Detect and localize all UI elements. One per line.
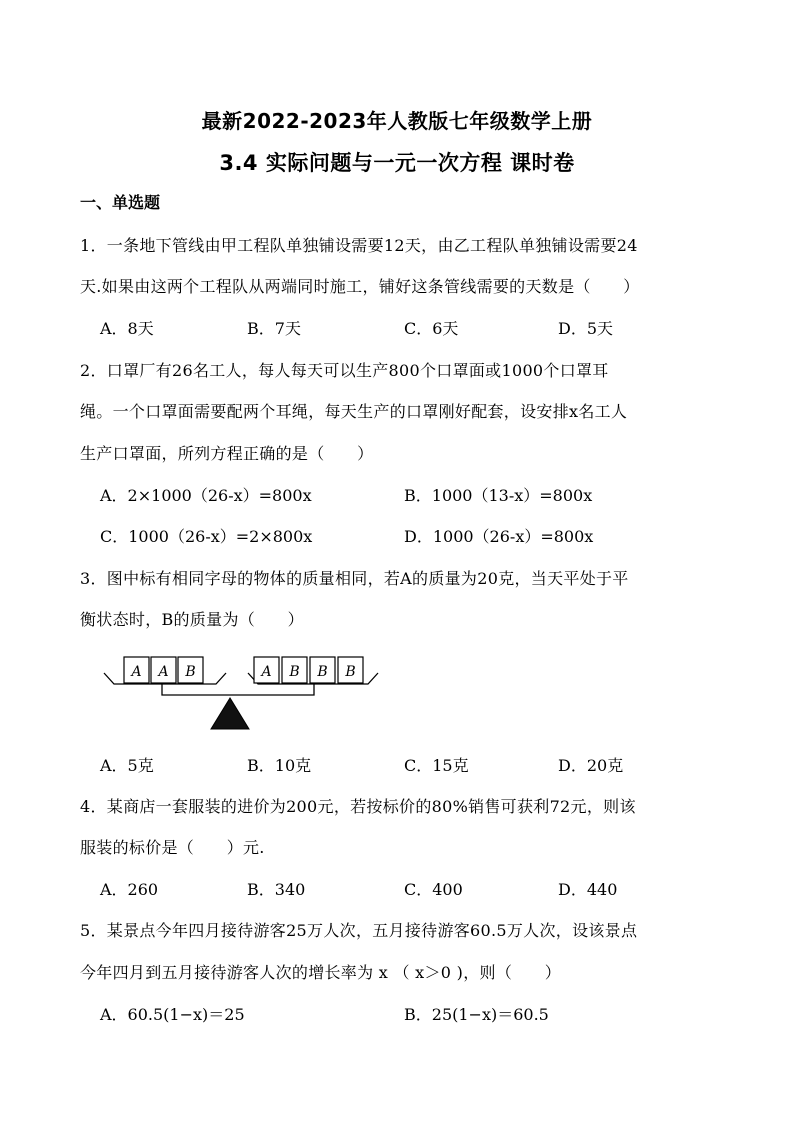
question-2-option-b: B．1000（13-x）=800x [404, 486, 593, 505]
question-2-option-d: D．1000（26-x）=800x [404, 527, 594, 546]
question-1-line-2: 天.如果由这两个工程队从两端同时施工，铺好这条管线需要的天数是（ ） [80, 277, 640, 296]
left-blocks [124, 657, 203, 683]
question-2-option-c: C．1000（26-x）=2×800x [100, 527, 313, 546]
question-3-line-1: 3．图中标有相同字母的物体的质量相同，若A的质量为20克，当天平处于平 [80, 569, 629, 588]
left-block-label: A [158, 664, 169, 680]
question-4-option-d: D．440 [558, 880, 618, 899]
question-4-option-a: A．260 [100, 880, 159, 899]
question-1-option-b: B．7天 [247, 319, 301, 338]
left-block-label: A [131, 664, 142, 680]
right-block-label: B [345, 664, 356, 680]
right-blocks [254, 657, 363, 683]
left-block-label: B [185, 664, 196, 680]
question-5-line-2: 今年四月到五月接待游客人次的增长率为 x （ x＞0 )，则（ ） [80, 963, 562, 982]
question-1-option-a: A．8天 [100, 319, 154, 338]
right-block-label: B [289, 664, 300, 680]
question-5-option-b: B．25(1−x)＝60.5 [404, 1005, 549, 1024]
balance-scale-figure [100, 648, 390, 736]
question-4-option-c: C．400 [404, 880, 463, 899]
document-subtitle: 3.4 实际问题与一元一次方程 课时卷 [219, 151, 575, 175]
question-5-option-a: A．60.5(1−x)＝25 [100, 1005, 245, 1024]
question-1-line-1: 1．一条地下管线由甲工程队单独铺设需要12天，由乙工程队单独铺设需要24 [80, 236, 638, 255]
question-3-option-b: B．10克 [247, 756, 312, 775]
section-heading: 一、单选题 [80, 193, 161, 212]
question-1-option-d: D．5天 [558, 319, 614, 338]
question-2-line-3: 生产口罩面，所列方程正确的是（ ） [80, 444, 374, 463]
question-3-option-c: C．15克 [404, 756, 469, 775]
fulcrum-triangle [211, 698, 249, 729]
question-3-line-2: 衡状态时，B的质量为（ ） [80, 610, 304, 629]
question-4-line-2: 服装的标价是（ ）元. [80, 838, 265, 857]
document-title: 最新2022-2023年人教版七年级数学上册 [201, 109, 593, 133]
question-3-option-a: A．5克 [100, 756, 154, 775]
question-4-option-b: B．340 [247, 880, 306, 899]
question-2-line-2: 绳。一个口罩面需要配两个耳绳，每天生产的口罩刚好配套，设安排x名工人 [80, 402, 628, 421]
right-block-label: A [261, 664, 272, 680]
question-4-line-1: 4．某商店一套服装的进价为200元，若按标价的80%销售可获利72元，则该 [80, 797, 636, 816]
right-block-label: B [317, 664, 328, 680]
question-3-option-d: D．20克 [558, 756, 624, 775]
question-5-line-1: 5．某景点今年四月接待游客25万人次，五月接待游客60.5万人次，设该景点 [80, 921, 638, 940]
question-2-line-1: 2．口罩厂有26名工人，每人每天可以生产800个口罩面或1000个口罩耳 [80, 361, 609, 380]
question-1-option-c: C．6天 [404, 319, 459, 338]
question-2-option-a: A．2×1000（26-x）=800x [100, 486, 312, 505]
